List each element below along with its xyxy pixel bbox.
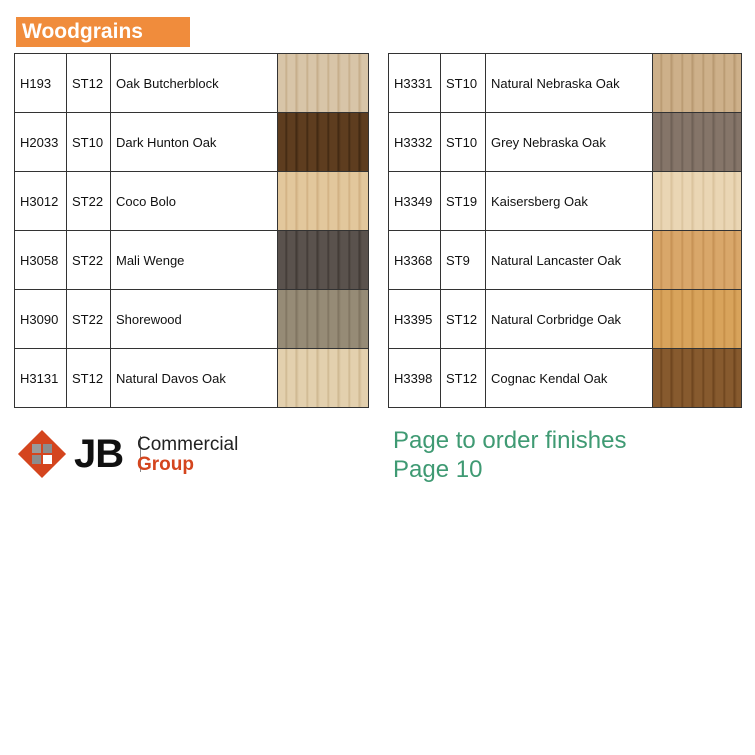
table-row <box>389 231 742 290</box>
table-row <box>389 113 742 172</box>
finish-code: H3131 <box>15 349 67 408</box>
swatch-texture <box>278 349 368 407</box>
finish-swatch <box>278 290 369 349</box>
finish-swatch <box>653 231 742 290</box>
finish-code: H3012 <box>15 172 67 231</box>
texture-code: ST19 <box>441 172 486 231</box>
texture-code: ST10 <box>67 113 111 172</box>
finish-swatch <box>278 54 369 113</box>
finish-code: H3395 <box>389 290 441 349</box>
swatch-texture <box>653 113 741 171</box>
swatch-texture <box>278 290 368 348</box>
swatch-texture <box>653 54 741 112</box>
texture-code: ST22 <box>67 231 111 290</box>
swatch-texture <box>278 113 368 171</box>
finish-name: Dark Hunton Oak <box>111 113 278 172</box>
swatch-texture <box>653 231 741 289</box>
finish-swatch <box>653 113 742 172</box>
texture-code: ST9 <box>441 231 486 290</box>
order-note-line-1: Page to order finishes <box>393 427 627 454</box>
finish-code: H3058 <box>15 231 67 290</box>
finish-swatch <box>653 290 742 349</box>
logo-line-2: Group <box>137 454 194 475</box>
finish-code: H193 <box>15 54 67 113</box>
finish-name: Natural Davos Oak <box>111 349 278 408</box>
finish-name: Natural Nebraska Oak <box>486 54 653 113</box>
table-row <box>15 290 369 349</box>
texture-code: ST22 <box>67 172 111 231</box>
texture-code: ST10 <box>441 54 486 113</box>
order-note-line-2: Page 10 <box>393 456 483 483</box>
finish-code: H3331 <box>389 54 441 113</box>
company-logo <box>16 428 256 478</box>
table-row <box>15 113 369 172</box>
swatch-texture <box>653 172 741 230</box>
finish-code: H3090 <box>15 290 67 349</box>
finish-swatch <box>653 172 742 231</box>
swatch-texture <box>278 172 368 230</box>
finish-name: Grey Nebraska Oak <box>486 113 653 172</box>
finish-code: H3332 <box>389 113 441 172</box>
finish-name: Kaisersberg Oak <box>486 172 653 231</box>
finish-name: Oak Butcherblock <box>111 54 278 113</box>
swatch-texture <box>653 349 741 407</box>
texture-code: ST12 <box>441 349 486 408</box>
finish-swatch <box>278 231 369 290</box>
table-row <box>15 172 369 231</box>
woodgrain-table-left <box>14 53 369 408</box>
table-row <box>15 349 369 408</box>
finish-name: Mali Wenge <box>111 231 278 290</box>
woodgrain-table-right <box>388 53 742 408</box>
finish-code: H3349 <box>389 172 441 231</box>
finish-code: H2033 <box>15 113 67 172</box>
section-title: Woodgrains <box>16 17 190 47</box>
order-note <box>393 426 626 484</box>
finish-code: H3368 <box>389 231 441 290</box>
table-row <box>389 54 742 113</box>
finish-name: Shorewood <box>111 290 278 349</box>
finish-name: Coco Bolo <box>111 172 278 231</box>
texture-code: ST12 <box>441 290 486 349</box>
finish-swatch <box>653 349 742 408</box>
swatch-texture <box>278 231 368 289</box>
finish-name: Natural Corbridge Oak <box>486 290 653 349</box>
swatch-texture <box>653 290 741 348</box>
finish-swatch <box>278 172 369 231</box>
finish-swatch <box>278 349 369 408</box>
texture-code: ST22 <box>67 290 111 349</box>
finish-swatch <box>653 54 742 113</box>
texture-code: ST10 <box>441 113 486 172</box>
table-row <box>389 172 742 231</box>
texture-code: ST12 <box>67 54 111 113</box>
texture-code: ST12 <box>67 349 111 408</box>
logo-mark-icon <box>16 428 68 480</box>
table-row <box>389 349 742 408</box>
swatch-texture <box>278 54 368 112</box>
logo-line-1: Commercial <box>137 434 239 455</box>
finish-swatch <box>278 113 369 172</box>
table-row <box>389 290 742 349</box>
finish-name: Cognac Kendal Oak <box>486 349 653 408</box>
finish-code: H3398 <box>389 349 441 408</box>
finish-name: Natural Lancaster Oak <box>486 231 653 290</box>
logo-brand: JB <box>74 432 124 476</box>
table-row <box>15 231 369 290</box>
table-row <box>15 54 369 113</box>
